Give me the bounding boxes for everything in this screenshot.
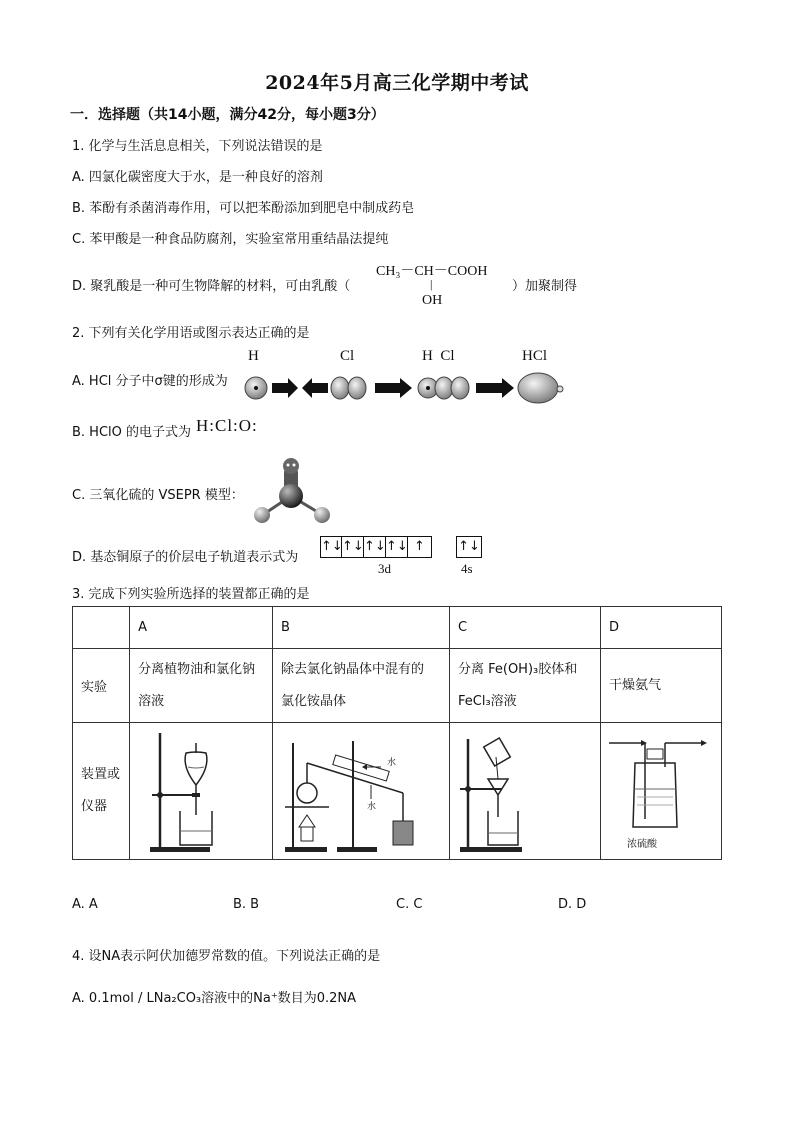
- table-cell: 干燥氨气: [601, 649, 722, 723]
- water-label: 水: [386, 758, 396, 768]
- table-cell: 分离植物油和氯化钠 溶液: [130, 649, 273, 723]
- cl-lobe-b: [451, 377, 469, 399]
- arrow-right-icon: [272, 378, 298, 398]
- orbital-box: ↑↓: [456, 536, 482, 558]
- sublimation-apparatus: [273, 723, 449, 855]
- header-cell: [73, 607, 130, 649]
- label-hcl: HCl: [522, 348, 548, 364]
- experiment-table: [72, 606, 722, 860]
- cl-lobe-a: [435, 377, 453, 399]
- hclo-electron-formula: H:Cl:O:: [196, 416, 258, 435]
- q1-option-a: A. 四氯化碳密度大于水，是一种良好的溶剂: [72, 170, 323, 185]
- q3-stem: 3. 完成下列实验所选择的装置都正确的是: [72, 587, 310, 602]
- orbital-box: ↑↓: [364, 536, 386, 558]
- arrow-right-icon: [375, 378, 412, 398]
- apparatus-c: [449, 723, 600, 860]
- q4-stem: 4. 设NA表示阿伏加德罗常数的值。下列说法正确的是: [72, 949, 381, 964]
- q2-option-c: C. 三氧化硫的 VSEPR 模型：: [72, 488, 244, 503]
- label-cl: Cl: [340, 348, 355, 364]
- filtration-apparatus: [450, 723, 600, 855]
- q1-option-d-pre: D. 聚乳酸是一种可生物降解的材料，可由乳酸（: [72, 279, 351, 294]
- q2-stem: 2. 下列有关化学用语或图示表达正确的是: [72, 326, 310, 341]
- lactic-acid-formula: CH₃－CH－COOH: [376, 264, 488, 279]
- q1-option-d-post: ）加聚制得: [512, 279, 578, 294]
- orbital-box: ↑: [408, 536, 432, 558]
- label-4s: 4s: [461, 561, 473, 576]
- label-h-cl: H Cl: [422, 348, 455, 364]
- h-electron-dot: [254, 386, 258, 390]
- q3-option-d: D. D: [558, 897, 587, 912]
- arrow-right-icon: [476, 378, 514, 398]
- row-label: 实验: [73, 649, 130, 723]
- page-title: 2024年5月高三化学期中考试: [265, 72, 529, 94]
- table-cell: 除去氯化钠晶体中混有的 氯化铵晶体: [272, 649, 449, 723]
- label-h: H: [248, 348, 259, 364]
- sigma-bond-diagram: [240, 372, 570, 406]
- lone-pair-top: [283, 458, 299, 474]
- conc-acid-label: 浓硫酸: [627, 839, 657, 850]
- q2-option-a: A. HCl 分子中σ键的形成为: [72, 374, 228, 389]
- table-row: [73, 723, 722, 860]
- sulfur-atom: [279, 484, 303, 508]
- q3-option-c: C. C: [396, 897, 423, 912]
- lactic-acid-bond: |: [430, 277, 433, 291]
- q3-option-a: A. A: [72, 897, 98, 912]
- apparatus-a: [130, 723, 273, 860]
- table-row: [73, 649, 722, 723]
- hcl-sigma-orbital: [518, 373, 558, 403]
- cl-p-lobe-left: [331, 377, 349, 399]
- section-heading: 一．选择题（共14小题，满分42分，每小题3分）: [70, 107, 385, 123]
- header-cell: A: [130, 607, 273, 649]
- orbital-boxes-4s: [456, 536, 482, 558]
- apparatus-d: [601, 723, 722, 860]
- apparatus-b: [272, 723, 449, 860]
- q1-option-c: C. 苯甲酸是一种食品防腐剂，实验室常用重结晶法提纯: [72, 232, 389, 247]
- label-3d: 3d: [378, 561, 391, 576]
- q2-option-b: B. HClO 的电子式为: [72, 425, 192, 440]
- so3-vsepr-model: [246, 452, 336, 532]
- orbital-box: ↑↓: [320, 536, 342, 558]
- q1-stem: 1. 化学与生活息息相关，下列说法错误的是: [72, 139, 323, 154]
- electron-dot: [426, 386, 430, 390]
- gas-washing-bottle: [601, 723, 721, 855]
- table-cell: 分离 Fe(OH)₃胶体和 FeCl₃溶液: [449, 649, 600, 723]
- water-label: 水: [366, 802, 376, 812]
- row-label: 装置或 仪器: [73, 723, 130, 860]
- separatory-funnel-apparatus: [130, 723, 270, 855]
- arrow-left-icon: [302, 378, 328, 398]
- q2-option-d: D. 基态铜原子的价层电子轨道表示式为: [72, 550, 299, 565]
- oxygen-atom: [254, 507, 270, 523]
- oxygen-atom: [314, 507, 330, 523]
- header-cell: D: [601, 607, 722, 649]
- orbital-box: ↑↓: [342, 536, 364, 558]
- table-header-row: [73, 607, 722, 649]
- q3-option-b: B. B: [233, 897, 260, 912]
- lactic-acid-oh: OH: [422, 293, 443, 308]
- header-cell: C: [449, 607, 600, 649]
- q1-option-b: B. 苯酚有杀菌消毒作用，可以把苯酚添加到肥皂中制成药皂: [72, 201, 415, 216]
- header-cell: B: [272, 607, 449, 649]
- q4-option-a: A. 0.1mol / LNa₂CO₃溶液中的Na⁺数目为0.2NA: [72, 991, 356, 1006]
- cl-p-lobe-right: [348, 377, 366, 399]
- orbital-box: ↑↓: [386, 536, 408, 558]
- small-lobe: [557, 386, 563, 392]
- orbital-boxes-3d: [320, 536, 432, 558]
